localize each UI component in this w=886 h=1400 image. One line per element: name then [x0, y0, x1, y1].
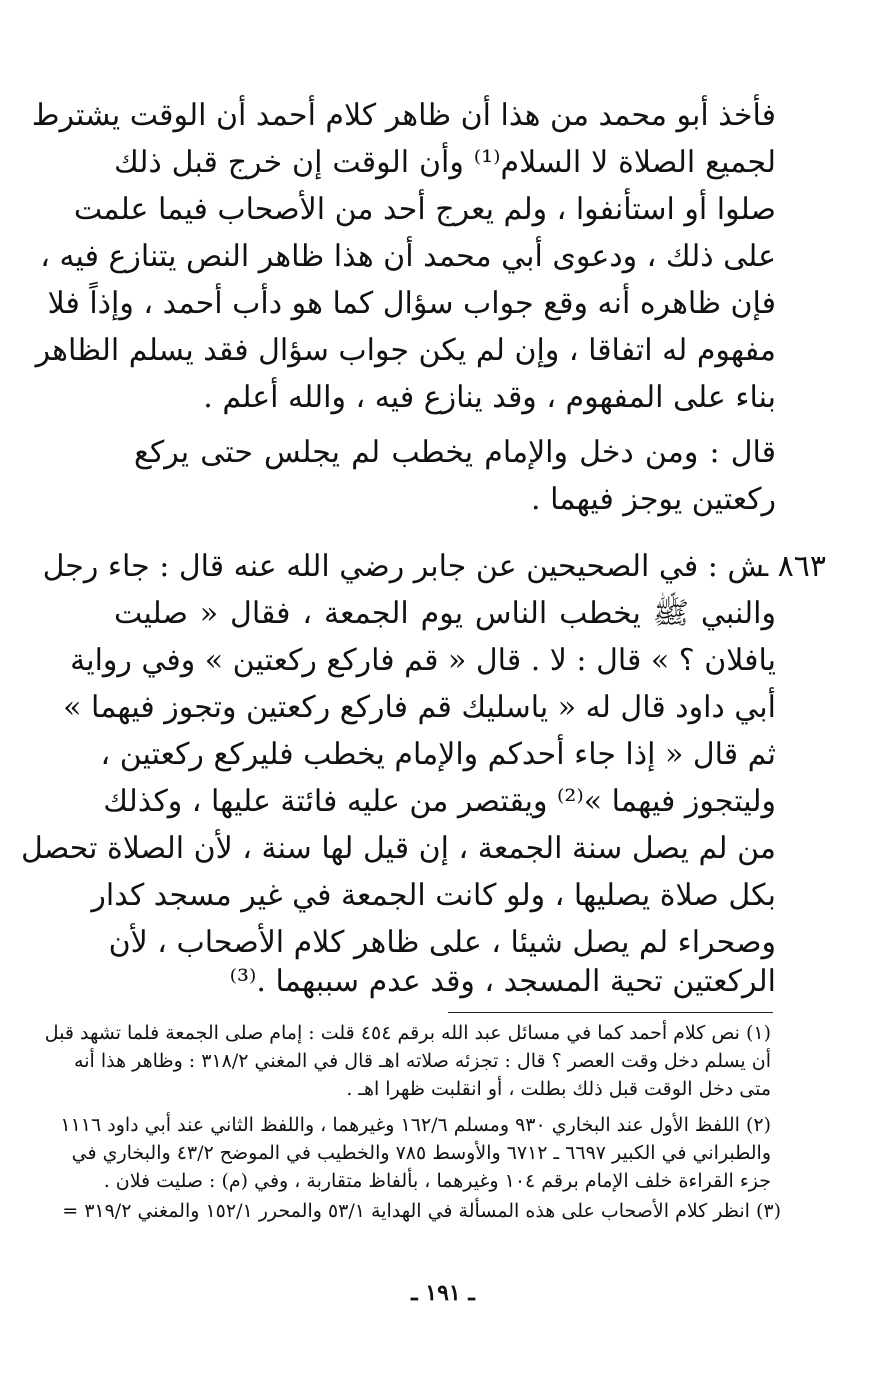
footnote-separator	[448, 1012, 773, 1013]
body-line: بكل صلاة يصليها ، ولو كانت الجمعة في غير مسجد كدار	[91, 878, 776, 913]
footnote-line: والطبراني في الكبير ٦٦٩٧ ـ ٦٧١٢ والأوسط ٧٨٥ والخطيب في الموضح ٤٣/٢ والبخاري في	[71, 1142, 771, 1164]
body-line: فأخذ أبو محمد من هذا أن ظاهر كلام أحمد أن الوقت يشترط	[31, 98, 776, 133]
footnote-line: (٣) انظر كلام الأصحاب على هذه المسألة في الهداية ٥٣/١ والمحرر ١٥٢/١ والمغني ٣١٩/٢ =	[62, 1200, 781, 1222]
footnote-line: أن يسلم دخل وقت العصر ؟ قال : تجزئه صلاته اهـ قال في المغني ٣١٨/٢ : وظاهر هذا أنه	[74, 1050, 771, 1072]
matn-line: ركعتين يوجز فيهما .	[531, 482, 776, 517]
body-line: ش : في الصحيحين عن جابر رضي الله عنه قال : جاء رجل	[42, 549, 764, 584]
body-line: الركعتين تحية المسجد ، وقد عدم سببهما .⁽³⁾	[229, 964, 776, 999]
numbered-paragraph-first-line	[42, 547, 826, 591]
page-number: ـ ١٩١ ـ	[411, 1280, 475, 1306]
body-line: على ذلك ، ودعوى أبي محمد أن هذا ظاهر النص يتنازع فيه ،	[40, 239, 776, 274]
footnote-line: (١) نص كلام أحمد كما في مسائل عبد الله برقم ٤٥٤ قلت : إمام صلى الجمعة فلما تشهد قبل	[44, 1022, 771, 1044]
matn-line: قال : ومن دخل والإمام يخطب لم يجلس حتى يركع	[134, 435, 776, 470]
footnote-line: (٢) اللفظ الأول عند البخاري ٩٣٠ ومسلم ١٦٢/٦ وغيرهما ، واللفظ الثاني عند أبي داود ١١١٦	[60, 1114, 771, 1136]
footnote-line: متى دخل الوقت قبل ذلك بطلت ، أو انقلبت ظهرا اهـ .	[346, 1078, 771, 1100]
body-line: والنبي ﷺ يخطب الناس يوم الجمعة ، فقال « صليت	[114, 596, 776, 631]
body-line: ثم قال « إذا جاء أحدكم والإمام يخطب فليركع ركعتين ،	[100, 737, 776, 772]
body-line: صلوا أو استأنفوا ، ولم يعرج أحد من الأصحاب فيما علمت	[73, 192, 776, 227]
body-line: وليتجوز فيهما »⁽²⁾ ويقتصر من عليه فائتة عليها ، وكذلك	[103, 784, 776, 819]
paragraph-number: ٨٦٣ ـ	[759, 549, 826, 584]
footnote-line: جزء القراءة خلف الإمام برقم ١٠٤ وغيرهما ، بألفاظ متقاربة ، وفي (م) : صليت فلان .	[103, 1170, 771, 1192]
body-line: لجميع الصلاة لا السلام⁽¹⁾ وأن الوقت إن خرج قبل ذلك	[114, 145, 777, 180]
body-line: أبي داود قال له « ياسليك قم فاركع ركعتين وتجوز فيهما »	[63, 690, 776, 725]
body-line: من لم يصل سنة الجمعة ، إن قيل لها سنة ، لأن الصلاة تحصل	[20, 831, 776, 866]
body-line: بناء على المفهوم ، وقد ينازع فيه ، والله أعلم .	[203, 380, 776, 415]
body-line: مفهوم له اتفاقا ، وإن لم يكن جواب سؤال فقد يسلم الظاهر	[35, 333, 776, 368]
body-line: وصحراء لم يصل شيئا ، على ظاهر كلام الأصحاب ، لأن	[108, 925, 776, 960]
body-line: يافلان ؟ » قال : لا . قال « قم فاركع ركعتين » وفي رواية	[70, 643, 776, 678]
body-line: فإن ظاهره أنه وقع جواب سؤال كما هو دأب أحمد ، وإذاً فلا	[47, 286, 776, 321]
